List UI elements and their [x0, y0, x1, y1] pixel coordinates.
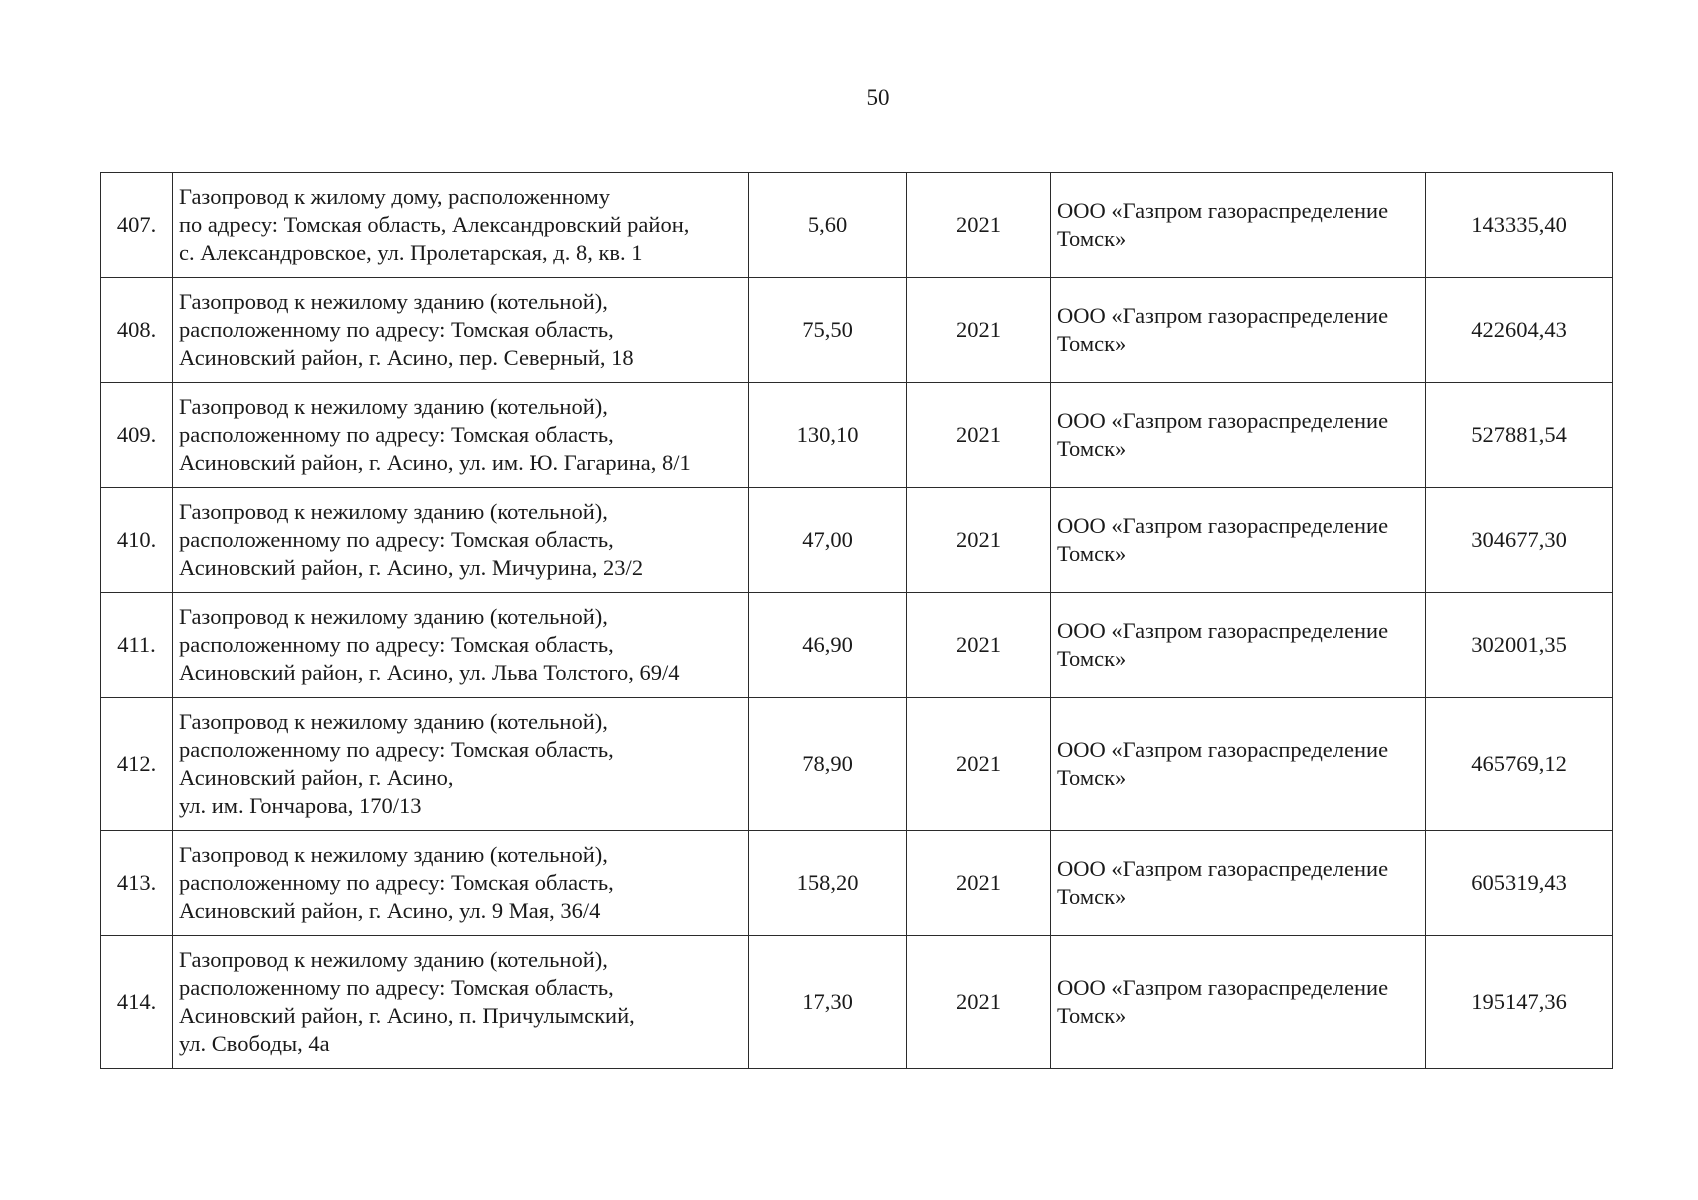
description-cell: [173, 383, 749, 488]
organization-line: ООО «Газпром газораспределение: [1057, 513, 1389, 538]
organization-cell: [1051, 173, 1426, 278]
description-line: расположенному по адресу: Томская область,: [179, 870, 614, 895]
description-line: расположенному по адресу: Томская область,: [179, 737, 614, 762]
table-row: [101, 936, 1613, 1069]
description-line: Асиновский район, г. Асино, ул. 9 Мая, 36/4: [179, 898, 601, 923]
cost-cell: 302001,35: [1426, 593, 1613, 698]
description-cell: [173, 593, 749, 698]
description-cell: [173, 831, 749, 936]
description-line: Газопровод к нежилому зданию (котельной),: [179, 842, 608, 867]
row-number-cell: 413.: [101, 831, 173, 936]
description-cell: [173, 488, 749, 593]
organization-line: Томск»: [1057, 1003, 1127, 1028]
description-line: ул. им. Гончарова, 170/13: [179, 793, 422, 818]
organization-line: Томск»: [1057, 765, 1127, 790]
description-line: ул. Свободы, 4а: [179, 1031, 330, 1056]
cost-cell: 465769,12: [1426, 698, 1613, 831]
organization-line: ООО «Газпром газораспределение: [1057, 975, 1389, 1000]
organization-line: Томск»: [1057, 331, 1127, 356]
description-line: по адресу: Томская область, Александровский район,: [179, 212, 690, 237]
cost-cell: 527881,54: [1426, 383, 1613, 488]
length-cell: 130,10: [749, 383, 907, 488]
cost-cell: 422604,43: [1426, 278, 1613, 383]
organization-cell: [1051, 698, 1426, 831]
cost-cell: 195147,36: [1426, 936, 1613, 1069]
description-cell: [173, 278, 749, 383]
year-cell: 2021: [907, 593, 1051, 698]
year-cell: 2021: [907, 278, 1051, 383]
description-line: с. Александровское, ул. Пролетарская, д. 8, кв. 1: [179, 240, 643, 265]
table-row: [101, 831, 1613, 936]
organization-line: ООО «Газпром газораспределение: [1057, 737, 1389, 762]
description-cell: [173, 936, 749, 1069]
row-number-cell: 412.: [101, 698, 173, 831]
registry-table: [100, 172, 1613, 1069]
table-row: [101, 488, 1613, 593]
year-cell: 2021: [907, 383, 1051, 488]
description-line: Асиновский район, г. Асино, ул. Льва Толстого, 69/4: [179, 660, 680, 685]
organization-line: ООО «Газпром газораспределение: [1057, 303, 1389, 328]
organization-line: ООО «Газпром газораспределение: [1057, 198, 1389, 223]
table-row: [101, 383, 1613, 488]
cost-cell: 304677,30: [1426, 488, 1613, 593]
description-line: Газопровод к нежилому зданию (котельной),: [179, 709, 608, 734]
organization-cell: [1051, 831, 1426, 936]
length-cell: 75,50: [749, 278, 907, 383]
description-line: Асиновский район, г. Асино, ул. Мичурина, 23/2: [179, 555, 644, 580]
description-line: Газопровод к жилому дому, расположенному: [179, 184, 610, 209]
description-line: Асиновский район, г. Асино,: [179, 765, 454, 790]
year-cell: 2021: [907, 936, 1051, 1069]
organization-line: Томск»: [1057, 884, 1127, 909]
description-line: Газопровод к нежилому зданию (котельной),: [179, 947, 608, 972]
description-line: расположенному по адресу: Томская область,: [179, 422, 614, 447]
description-line: Асиновский район, г. Асино, ул. им. Ю. Гагарина, 8/1: [179, 450, 691, 475]
length-cell: 46,90: [749, 593, 907, 698]
length-cell: 158,20: [749, 831, 907, 936]
description-line: Газопровод к нежилому зданию (котельной),: [179, 604, 608, 629]
organization-line: Томск»: [1057, 646, 1127, 671]
table-row: [101, 278, 1613, 383]
organization-line: ООО «Газпром газораспределение: [1057, 408, 1389, 433]
cost-cell: 605319,43: [1426, 831, 1613, 936]
organization-cell: [1051, 383, 1426, 488]
description-line: расположенному по адресу: Томская область,: [179, 527, 614, 552]
year-cell: 2021: [907, 488, 1051, 593]
description-cell: [173, 698, 749, 831]
length-cell: 5,60: [749, 173, 907, 278]
table-row: [101, 593, 1613, 698]
row-number-cell: 409.: [101, 383, 173, 488]
row-number-cell: 407.: [101, 173, 173, 278]
page-number: 50: [866, 85, 890, 110]
organization-cell: [1051, 488, 1426, 593]
description-line: Асиновский район, г. Асино, пер. Северный, 18: [179, 345, 634, 370]
description-cell: [173, 173, 749, 278]
registry-table-body: [101, 173, 1613, 1069]
organization-line: Томск»: [1057, 226, 1127, 251]
organization-cell: [1051, 278, 1426, 383]
row-number-cell: 410.: [101, 488, 173, 593]
row-number-cell: 414.: [101, 936, 173, 1069]
length-cell: 17,30: [749, 936, 907, 1069]
year-cell: 2021: [907, 173, 1051, 278]
organization-line: Томск»: [1057, 436, 1127, 461]
organization-line: Томск»: [1057, 541, 1127, 566]
description-line: Асиновский район, г. Асино, п. Причулымский,: [179, 1003, 635, 1028]
length-cell: 78,90: [749, 698, 907, 831]
description-line: Газопровод к нежилому зданию (котельной),: [179, 394, 608, 419]
year-cell: 2021: [907, 698, 1051, 831]
row-number-cell: 408.: [101, 278, 173, 383]
length-cell: 47,00: [749, 488, 907, 593]
organization-line: ООО «Газпром газораспределение: [1057, 618, 1389, 643]
description-line: Газопровод к нежилому зданию (котельной),: [179, 499, 608, 524]
organization-cell: [1051, 593, 1426, 698]
description-line: расположенному по адресу: Томская область,: [179, 975, 614, 1000]
year-cell: 2021: [907, 831, 1051, 936]
organization-cell: [1051, 936, 1426, 1069]
description-line: расположенному по адресу: Томская область,: [179, 317, 614, 342]
row-number-cell: 411.: [101, 593, 173, 698]
table-row: [101, 698, 1613, 831]
description-line: расположенному по адресу: Томская область,: [179, 632, 614, 657]
table-row: [101, 173, 1613, 278]
organization-line: ООО «Газпром газораспределение: [1057, 856, 1389, 881]
cost-cell: 143335,40: [1426, 173, 1613, 278]
description-line: Газопровод к нежилому зданию (котельной),: [179, 289, 608, 314]
